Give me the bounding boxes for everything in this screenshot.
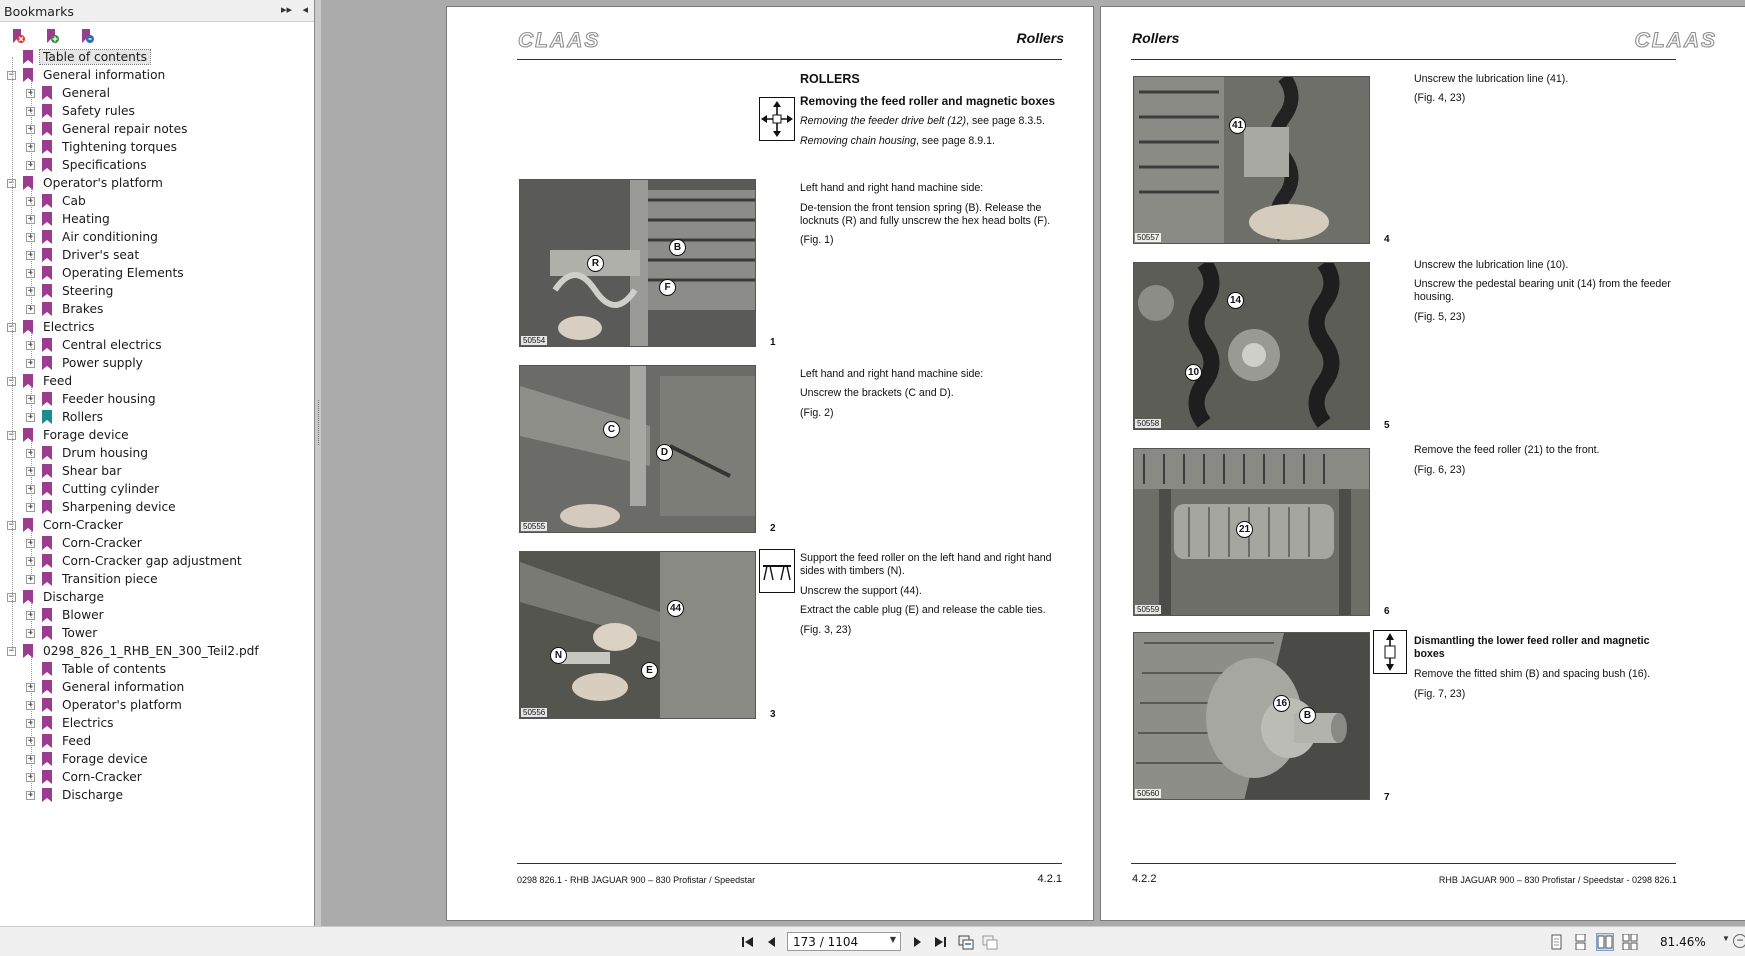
bookmark-icon (23, 176, 33, 190)
bookmark-label[interactable]: Sharpening device (62, 500, 176, 514)
callout-C: C (603, 421, 620, 438)
bookmark-tree (0, 49, 314, 805)
step-3-text-3: Extract the cable plug (E) and release the cable ties. (800, 604, 1046, 616)
tree-guide-line (31, 603, 32, 634)
step-1-text: De-tension the front tension spring (B). Release the locknuts (R) and fully unscrew the hex head bolts (F). (800, 202, 1051, 227)
expand-toggle-icon[interactable]: + (27, 160, 34, 170)
bookmark-icon (23, 320, 33, 334)
collapse-toggle-icon[interactable]: − (8, 520, 15, 530)
chapter-heading: ROLLERS (800, 72, 860, 86)
bookmark-label[interactable]: Air conditioning (62, 230, 158, 244)
bookmark-label[interactable]: General (62, 86, 111, 100)
expand-toggle-icon[interactable]: + (27, 412, 34, 422)
bookmark-icon (42, 338, 52, 352)
bookmark-item[interactable] (0, 553, 314, 571)
step-2-fig: (Fig. 2) (800, 407, 834, 419)
bookmark-label[interactable]: Table of contents (62, 662, 167, 676)
claas-logo: CLAAS (518, 29, 601, 52)
tree-guide-line (31, 81, 32, 166)
bookmark-icon (42, 536, 52, 550)
expand-toggle-icon[interactable]: + (27, 340, 34, 350)
bookmark-icon (42, 356, 52, 370)
bookmark-item[interactable] (0, 787, 314, 805)
bookmark-label[interactable]: Feed (43, 374, 73, 388)
bookmark-item[interactable] (0, 229, 314, 247)
continuous-facing-view-icon[interactable] (1622, 934, 1638, 950)
bookmark-label[interactable]: Transition piece (62, 572, 158, 586)
bookmark-item[interactable] (0, 445, 314, 463)
bookmark-label[interactable]: Electrics (43, 320, 95, 334)
expand-toggle-icon[interactable]: + (27, 682, 34, 692)
bookmark-label[interactable]: Operator's platform (62, 698, 182, 712)
expand-toggle-icon[interactable]: + (27, 358, 34, 368)
collapse-toggle-icon[interactable]: − (8, 70, 15, 80)
bookmark-icon (42, 140, 52, 154)
bookmark-icon (42, 608, 52, 622)
bookmark-item[interactable] (0, 571, 314, 589)
bookmark-label[interactable]: Cutting cylinder (62, 482, 160, 496)
bookmark-icon (42, 392, 52, 406)
bookmark-item[interactable] (0, 391, 314, 409)
callout-21: 21 (1236, 521, 1253, 538)
bookmark-label[interactable]: Specifications (62, 158, 147, 172)
bookmark-label[interactable]: Corn-Cracker (43, 518, 123, 532)
bookmark-item[interactable] (0, 463, 314, 481)
bookmark-item[interactable] (0, 715, 314, 733)
previous-view-icon[interactable] (958, 934, 974, 950)
bookmarks-header (0, 0, 314, 22)
bookmark-item[interactable] (0, 517, 314, 535)
footer-page-number: 4.2.1 (1037, 873, 1062, 885)
photo-id: 50559 (1137, 605, 1160, 614)
zoom-dropdown-icon[interactable]: ▼ (1722, 934, 1730, 943)
step-1-side: Left hand and right hand machine side: (800, 182, 984, 194)
first-page-icon[interactable] (740, 934, 756, 950)
header-rule (517, 59, 1062, 60)
bookmark-label[interactable]: Corn-Cracker (62, 536, 142, 550)
bookmark-label[interactable]: General information (62, 680, 185, 694)
page-number-input[interactable] (787, 932, 901, 951)
bookmark-label[interactable]: Tightening torques (62, 140, 177, 154)
bookmark-icon (42, 500, 52, 514)
tree-guide-line (31, 657, 32, 796)
bookmark-label[interactable]: Operator's platform (43, 176, 163, 190)
bookmark-label[interactable]: Shear bar (62, 464, 122, 478)
expand-toggle-icon[interactable]: + (27, 250, 34, 260)
bookmark-label[interactable]: Discharge (43, 590, 105, 604)
bookmark-icon (42, 410, 52, 424)
figure-2-photo (519, 365, 756, 533)
step-1-fig: (Fig. 1) (800, 234, 834, 246)
step-2-side: Left hand and right hand machine side: (800, 368, 984, 380)
continuous-view-icon[interactable] (1572, 934, 1588, 950)
bookmark-icon (23, 428, 33, 442)
bookmark-icon (23, 68, 33, 82)
bookmark-icon (42, 266, 52, 280)
bookmark-icon (42, 464, 52, 478)
bookmarks-panel (0, 0, 315, 926)
step-4-text: Unscrew the lubrication line (41). (1414, 73, 1569, 85)
bookmark-item[interactable] (0, 265, 314, 283)
bookmark-icon (42, 662, 52, 676)
bookmark-label[interactable]: Feeder housing (62, 392, 156, 406)
callout-16: 16 (1273, 695, 1290, 712)
expand-toggle-icon[interactable]: + (27, 610, 34, 620)
bookmark-item[interactable] (0, 661, 314, 679)
bookmark-item[interactable] (0, 139, 314, 157)
expand-toggle-icon[interactable]: + (27, 142, 34, 152)
bookmark-icon (42, 194, 52, 208)
expand-toggle-icon[interactable]: + (27, 286, 34, 296)
bookmark-item[interactable] (0, 643, 314, 661)
bookmark-label[interactable]: Blower (62, 608, 104, 622)
bookmark-icon (42, 122, 52, 136)
expand-toggle-icon[interactable]: + (27, 124, 34, 134)
next-page-icon[interactable] (909, 934, 925, 950)
expand-toggle-icon[interactable]: + (27, 790, 34, 800)
expand-toggle-icon[interactable]: + (27, 268, 34, 278)
splitter-grip[interactable] (318, 400, 320, 445)
bookmark-icon (42, 482, 52, 496)
step-7-text: Remove the fitted shim (B) and spacing bush (16). (1414, 668, 1651, 680)
step-2-text: Unscrew the brackets (C and D). (800, 387, 954, 399)
bookmark-icon (42, 788, 52, 802)
bookmark-icon (42, 770, 52, 784)
prereq-1-rest: , see page 8.3.5. (966, 115, 1045, 127)
photo-id: 50556 (523, 708, 546, 717)
navigation-toolbar (0, 926, 1745, 956)
prereq-1-italic: Removing the feeder drive belt (12) (800, 115, 967, 127)
bookmark-item[interactable] (0, 427, 314, 445)
callout-D: D (656, 444, 673, 461)
tree-guide-line (31, 531, 32, 580)
bookmark-item[interactable] (0, 499, 314, 517)
subheading: Removing the feed roller and magnetic boxes (800, 94, 1056, 108)
bookmark-label[interactable]: Electrics (62, 716, 114, 730)
photo-id: 50555 (523, 522, 546, 531)
photo-id: 50554 (523, 336, 546, 345)
step-5-text-2: Unscrew the pedestal bearing unit (14) from the feeder housing. (1414, 278, 1671, 303)
bookmark-add-icon[interactable] (44, 28, 60, 44)
callout-B: B (1299, 707, 1316, 724)
page-section-title: Rollers (1132, 30, 1180, 46)
figure-3-photo (519, 551, 756, 719)
single-page-view-icon[interactable] (1548, 934, 1564, 950)
bookmark-label[interactable]: Safety rules (62, 104, 135, 118)
prereq-2-rest: , see page 8.9.1. (916, 135, 995, 147)
expand-toggle-icon[interactable]: + (27, 754, 34, 764)
expand-panel-icon[interactable]: ▸▸ (280, 4, 292, 16)
bookmark-icon (23, 50, 33, 64)
bookmark-item[interactable] (0, 607, 314, 625)
bookmark-item[interactable] (0, 103, 314, 121)
bookmark-properties-icon[interactable] (79, 28, 95, 44)
footer-document-id: 0298 826.1 - RHB JAGUAR 900 – 830 Profistar / Speedstar (517, 875, 756, 885)
step-5-text-1: Unscrew the lubrication line (10). (1414, 259, 1569, 271)
expand-toggle-icon[interactable]: + (27, 772, 34, 782)
bookmark-item[interactable] (0, 247, 314, 265)
step-3-text-2: Unscrew the support (44). (800, 585, 922, 597)
bookmark-icon (23, 374, 33, 388)
bookmark-label[interactable]: Rollers (62, 410, 104, 424)
bookmark-item[interactable] (0, 301, 314, 319)
bookmark-icon (42, 446, 52, 460)
bookmark-label[interactable]: Driver's seat (62, 248, 140, 262)
bookmark-item[interactable] (0, 85, 314, 103)
step-6-text: Remove the feed roller (21) to the front. (1414, 444, 1600, 456)
callout-41: 41 (1229, 117, 1246, 134)
figure-1-photo (519, 179, 756, 347)
bookmark-icon (42, 230, 52, 244)
chevron-down-icon[interactable]: ▼ (889, 935, 896, 944)
support-symbol-icon (759, 549, 795, 593)
photo-id: 50557 (1137, 233, 1160, 242)
bookmark-icon (42, 554, 52, 568)
bookmark-item[interactable] (0, 751, 314, 769)
bookmark-icon (42, 284, 52, 298)
bookmark-label[interactable]: Discharge (62, 788, 124, 802)
bookmark-item[interactable] (0, 355, 314, 373)
bookmark-icon (23, 644, 33, 658)
figure-number: 3 (770, 709, 776, 720)
collapse-toggle-icon[interactable]: − (8, 646, 15, 656)
expand-toggle-icon[interactable]: + (27, 628, 34, 638)
expand-toggle-icon[interactable]: + (27, 394, 34, 404)
figure-7-photo (1133, 632, 1370, 800)
bookmark-icon (42, 572, 52, 586)
bookmark-icon (42, 680, 52, 694)
bookmark-item[interactable] (0, 697, 314, 715)
prerequisite-2 (800, 135, 1060, 148)
expand-toggle-icon[interactable]: + (27, 232, 34, 242)
bookmark-item[interactable] (0, 337, 314, 355)
bookmark-label[interactable]: 0298_826_1_RHB_EN_300_Teil2.pdf (43, 644, 259, 658)
bookmark-label[interactable]: Corn-Cracker gap adjustment (62, 554, 242, 568)
bookmark-label[interactable]: Drum housing (62, 446, 148, 460)
bookmark-label[interactable]: Heating (62, 212, 110, 226)
bookmark-label[interactable]: Central electrics (62, 338, 162, 352)
prerequisite-1 (800, 115, 1060, 128)
figure-number: 6 (1384, 606, 1390, 617)
bookmark-item[interactable] (0, 535, 314, 553)
expand-toggle-icon[interactable]: + (27, 88, 34, 98)
expand-toggle-icon[interactable]: + (27, 502, 34, 512)
bookmark-item[interactable] (0, 49, 314, 67)
expand-toggle-icon[interactable]: + (27, 196, 34, 206)
step-7-heading: Dismantling the lower feed roller and magnetic boxes (1414, 635, 1650, 660)
collapse-toggle-icon[interactable]: − (8, 430, 15, 440)
collapse-toggle-icon[interactable]: − (8, 322, 15, 332)
expand-toggle-icon[interactable]: + (27, 556, 34, 566)
facing-pages-view-icon[interactable] (1597, 934, 1613, 950)
callout-E: E (641, 662, 658, 679)
expand-toggle-icon[interactable]: + (27, 448, 34, 458)
expand-toggle-icon[interactable]: + (27, 304, 34, 314)
bookmark-icon (42, 302, 52, 316)
bookmark-item[interactable] (0, 283, 314, 301)
expand-toggle-icon[interactable]: + (27, 736, 34, 746)
callout-44: 44 (667, 600, 684, 617)
figure-number: 1 (770, 337, 776, 348)
bookmark-item[interactable] (0, 409, 314, 427)
bookmark-icon (42, 734, 52, 748)
bookmark-item[interactable] (0, 679, 314, 697)
callout-B: B (669, 239, 686, 256)
step-7-fig: (Fig. 7, 23) (1414, 688, 1466, 700)
bookmark-icon (42, 248, 52, 262)
bookmarks-title: Bookmarks (4, 4, 74, 19)
bookmark-label[interactable]: Corn-Cracker (62, 770, 142, 784)
bookmark-icon (42, 212, 52, 226)
tree-guide-line (31, 387, 32, 418)
tree-guide-line (12, 57, 13, 651)
page-number-value: 173 / 1104 (793, 935, 859, 949)
figure-5-photo (1133, 262, 1370, 430)
bookmark-item[interactable] (0, 769, 314, 787)
expand-toggle-icon[interactable]: + (27, 484, 34, 494)
footer-page-number: 4.2.2 (1132, 873, 1157, 885)
bookmark-label[interactable]: Table of contents (40, 50, 150, 64)
footer-rule (1131, 863, 1676, 864)
expand-toggle-icon[interactable]: + (27, 538, 34, 548)
photo-id: 50560 (1137, 789, 1160, 798)
bookmark-label[interactable]: General information (43, 68, 166, 82)
figure-number: 4 (1384, 234, 1390, 245)
bookmark-label[interactable]: Power supply (62, 356, 143, 370)
document-page-right (1100, 6, 1745, 921)
step-4-fig: (Fig. 4, 23) (1414, 92, 1466, 104)
bookmark-label[interactable]: Cab (62, 194, 86, 208)
bookmark-icon (42, 698, 52, 712)
bookmark-item[interactable] (0, 481, 314, 499)
claas-logo: CLAAS (1634, 29, 1717, 52)
bookmark-icon (42, 626, 52, 640)
bookmark-label[interactable]: Operating Elements (62, 266, 184, 280)
document-page-left (446, 6, 1094, 921)
dismantle-symbol-icon (1373, 630, 1407, 674)
callout-10: 10 (1185, 364, 1202, 381)
bookmark-item[interactable] (0, 193, 314, 211)
callout-N: N (550, 647, 567, 664)
panel-splitter[interactable] (315, 0, 321, 926)
figure-number: 2 (770, 523, 776, 534)
tree-guide-line (31, 333, 32, 364)
bookmark-icon (42, 716, 52, 730)
bookmark-label[interactable]: General repair notes (62, 122, 188, 136)
callout-F: F (659, 279, 676, 296)
bookmark-icon (42, 86, 52, 100)
bookmark-item[interactable] (0, 67, 314, 85)
expand-toggle-icon[interactable]: + (27, 106, 34, 116)
bookmark-item[interactable] (0, 589, 314, 607)
bookmark-delete-icon[interactable] (10, 28, 26, 44)
figure-number: 7 (1384, 792, 1390, 803)
step-3-text-1: Support the feed roller on the left hand and right hand sides with timbers (N). (800, 552, 1052, 577)
removal-symbol-icon (759, 97, 795, 141)
collapse-toggle-icon[interactable]: − (8, 376, 15, 386)
tree-guide-line (31, 441, 32, 508)
bookmark-icon (42, 104, 52, 118)
zoom-out-icon[interactable]: − (1733, 934, 1745, 948)
step-3-fig: (Fig. 3, 23) (800, 624, 852, 636)
step-6-fig: (Fig. 6, 23) (1414, 464, 1466, 476)
bookmark-item[interactable] (0, 733, 314, 751)
expand-toggle-icon[interactable]: + (27, 700, 34, 710)
bookmark-label[interactable]: Tower (62, 626, 98, 640)
step-5-fig: (Fig. 5, 23) (1414, 311, 1466, 323)
bookmark-label[interactable]: Feed (62, 734, 92, 748)
bookmark-icon (23, 518, 33, 532)
prereq-2-italic: Removing chain housing (800, 135, 917, 147)
bookmark-item[interactable] (0, 319, 314, 337)
expand-toggle-icon[interactable]: + (27, 718, 34, 728)
figure-number: 5 (1384, 420, 1390, 431)
expand-toggle-icon[interactable]: + (27, 214, 34, 224)
bookmarks-toolbar (0, 22, 314, 48)
bookmark-item[interactable] (0, 211, 314, 229)
expand-toggle-icon[interactable]: + (27, 574, 34, 584)
collapse-toggle-icon[interactable]: − (8, 178, 15, 188)
bookmark-icon (42, 158, 52, 172)
bookmark-item[interactable] (0, 121, 314, 139)
next-view-icon[interactable] (982, 934, 998, 950)
bookmark-icon (42, 752, 52, 766)
bookmark-label[interactable]: Forage device (43, 428, 129, 442)
bookmark-label[interactable]: Brakes (62, 302, 104, 316)
prev-page-icon[interactable] (764, 934, 780, 950)
collapse-toggle-icon[interactable]: − (8, 592, 15, 602)
bookmark-item[interactable] (0, 157, 314, 175)
bookmark-icon (23, 590, 33, 604)
page-section-title: Rollers (1016, 30, 1064, 46)
footer-document-id: RHB JAGUAR 900 – 830 Profistar / Speedstar - 0298 826.1 (1438, 875, 1677, 885)
expand-toggle-icon[interactable]: + (27, 466, 34, 476)
callout-R: R (587, 255, 604, 272)
bookmark-item[interactable] (0, 625, 314, 643)
bookmark-label[interactable]: Forage device (62, 752, 148, 766)
bookmark-item[interactable] (0, 175, 314, 193)
collapse-panel-icon[interactable]: ◂ (302, 4, 308, 16)
zoom-level[interactable]: 81.46% (1660, 935, 1706, 949)
header-rule (1131, 59, 1676, 60)
tree-guide-line (31, 189, 32, 310)
footer-rule (517, 863, 1062, 864)
last-page-icon[interactable] (932, 934, 948, 950)
bookmark-item[interactable] (0, 373, 314, 391)
bookmark-label[interactable]: Steering (62, 284, 114, 298)
photo-id: 50558 (1137, 419, 1160, 428)
callout-14: 14 (1227, 292, 1244, 309)
figure-4-photo (1133, 76, 1370, 244)
